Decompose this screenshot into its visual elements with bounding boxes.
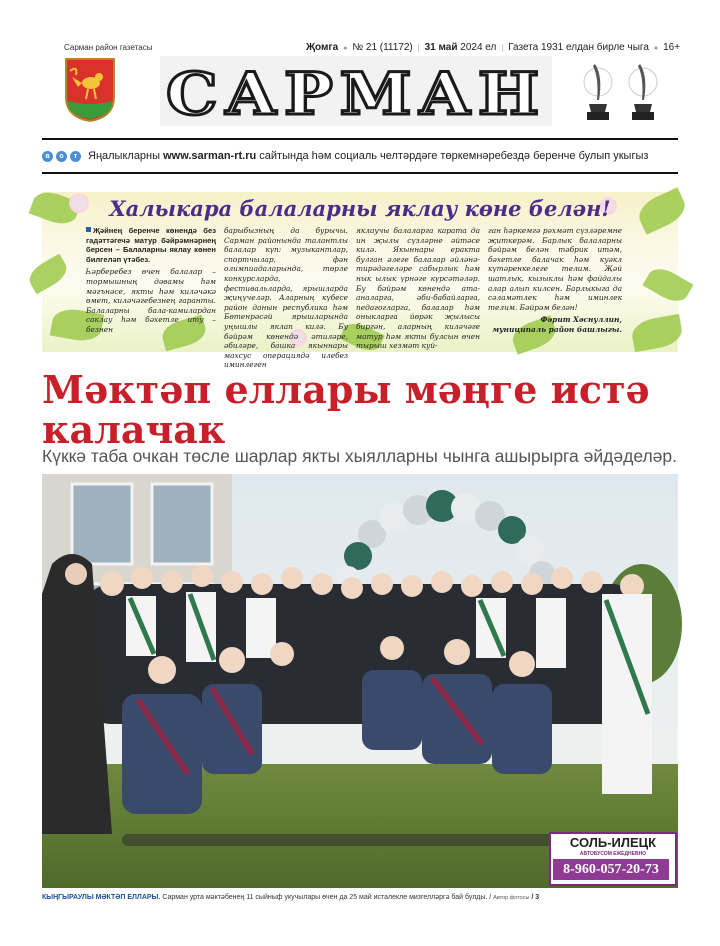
salt-iletsk-ad[interactable]	[549, 832, 677, 886]
banner-col3-text: яклаучы балаларга карата да ин җылы сүзләрне әйтәсе килә. Якыннары еракта булган әлеге балалар әйләнә-тирәдәгеләре сабырлык һәм нык ылык үрнәге күрсәтәләр. Бу бәйрәм көнендә ата-аналарга, әби-бабайларга, педагогларга, балалар һәм оныкларга йөрәк җылысы биргән, аларның киләчәге матур һәм якты булсын өчен тырыш хезмәт куй-	[356, 226, 480, 351]
caption-text: Сарман урта мәктәбенең 11 сыйныф укучылары өчен да 25 май исталекле мизгелләргә бай булды. /	[162, 894, 492, 901]
banner-col4-text: ган һәркемгә рәхмәт сүзләремне җиткерәм. Барлык балаларны бәйрәм белән тәбрик итәм, бәхетле балачак һәм куәкл күтәренкелеге телим. Җәй шатлык, кызыклы һәм файдалы алар алып килсен. Барлыкыга да сәламәтлек һәм иминлек телим. Бәйрәм белән!	[488, 226, 622, 312]
article-headline: Мәктәп еллары мәңге истә калачак	[42, 367, 650, 452]
award-statuette-icon	[626, 60, 660, 124]
childrens-day-banner	[42, 192, 678, 370]
issue-info: Җомга ● № 21 (11172) | 31 май 2024 ел | Газета 1931 елдан бирле чыга ● 16+	[306, 42, 681, 53]
age-rating: 16+	[663, 42, 681, 53]
leaf-decoration	[642, 263, 693, 308]
issue-day: Җомга	[306, 42, 339, 53]
issue-since: Газета 1931 елдан бирле чыга	[508, 42, 649, 53]
banner-col2-text: барыбызның да бурычы. Сарман районында талантлы балалар күп: музыкантлар, спортчылар, фән олимпиадаларында, төрле конкурсларда, фестивальларда, ярышларда җиңүчеләр. Аларның күбесе район данын республика һәм Бөтенрәсәй ярышларында уңышлы яклап килә. Бу бәйрәм көнендә әтиләре, әбиләре, башка якыннары махсус операциядә илебез иминлеген	[224, 226, 348, 370]
ad-subtitle: АВТОБУСОМ ЕЖЕДНЕВНО	[579, 851, 647, 857]
banner-column-4	[488, 226, 622, 338]
header-rule-bottom	[42, 172, 678, 174]
leaf-decoration	[25, 254, 72, 295]
issue-number: № 21 (11172)	[352, 42, 413, 53]
website-link[interactable]: www.sarman-rt.ru	[163, 150, 257, 162]
leaf-decoration	[630, 314, 684, 352]
issue-date: 31 май	[424, 42, 458, 53]
gazette-tagline: Сарман район газетасы	[64, 43, 153, 52]
banner-col1-text: Һәрберебез өчен балалар – тормышның дәвамы һәм мәгънәсе, якты һәм киләчәкә өмет, киләчәгебезнең гаранты. Балаларны бала-камилардан саклау һәм бәхетле иту – безнен	[86, 267, 216, 334]
ok-icon[interactable]: о	[56, 151, 67, 162]
banner-lead: Җәйнең беренче көнендә без гадәттәгечә матур бәйрәмнәрнең берсен – Балаларны яклау көнен билгеләп үтәбез.	[86, 226, 216, 264]
banner-column-3	[356, 226, 480, 354]
ad-phone[interactable]: 8-960-057-20-73	[553, 859, 669, 880]
banner-signature: Фәрит Хәснуллин, муниципаль район башлыгы.	[492, 315, 622, 334]
vk-icon[interactable]: в	[42, 151, 53, 162]
website-promo-line	[42, 150, 648, 162]
issue-year: 2024 ел	[460, 42, 497, 53]
banner-column-2	[224, 226, 348, 373]
masthead-title: САРМАН	[166, 60, 546, 128]
caption-author: Автор фотосы	[493, 895, 530, 901]
caption-head: КЫҢГЫРАУЛЫ МӘКТӘП ЕЛЛАРЫ.	[42, 894, 161, 901]
photo-caption	[42, 894, 539, 901]
banner-title: Халыкара балаларны яклау көне белән!	[109, 196, 611, 221]
article-subhead: Күккә таба очкан төсле шарлар якты хыялларны чынга ашырырга әйдәделәр.	[42, 446, 678, 466]
bullet-square-icon	[86, 227, 91, 232]
banner-column-1	[86, 226, 216, 338]
header-rule-top	[42, 138, 678, 140]
graduates-photo	[42, 474, 678, 888]
award-statuette-icon	[581, 60, 615, 124]
ad-title: СОЛЬ-ИЛЕЦК	[569, 835, 657, 850]
caption-page-ref[interactable]: / 3	[531, 894, 540, 901]
telegram-icon[interactable]: т	[70, 151, 81, 162]
promo-prefix: Яңалыкларны	[88, 150, 161, 162]
promo-suffix: сайтында һәм социаль челтәрдәге төркемнәребездә беренче булып укыгыз	[259, 150, 649, 162]
coat-of-arms-icon	[64, 57, 116, 123]
masthead-logo	[160, 56, 552, 126]
